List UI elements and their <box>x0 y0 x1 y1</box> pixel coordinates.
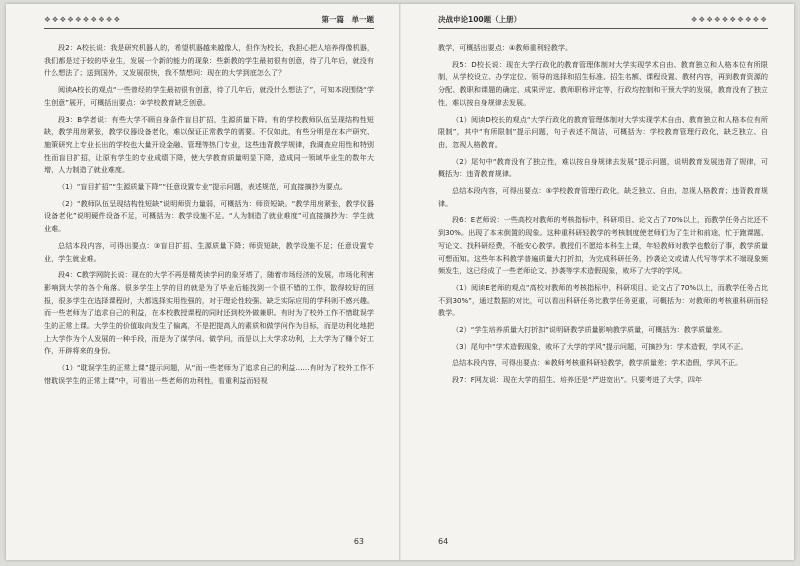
paragraph: （2）“教师队伍呈现结构性短缺”说明师资力量弱，可概括为：师资短缺。“教学用房紧张，教学仪器设备老化”说明硬件设备不足，可概括为：教学设施不足。“人为制造了就业难度”可直接摘抄为：学生就业难。 <box>44 198 374 234</box>
paragraph: （1）阅读E老师的观点“高校对教师的考核指标中，科研项目、论文占了70%以上，而教学任务占比不到30%”，通过数据的对比，可以看出科研任务比教学任务更重，可概括为：对教师的考核重科研而轻教学。 <box>438 282 768 318</box>
paragraph: 段7：F网友说：现在大学的招生、培养还是“严进宽出”。只要考进了大学，四年 <box>452 375 703 385</box>
paragraph: 总结本段内容，可得出要点：⑥教师考核重科研轻教学，教学质量差；学术造假，学风不正。 <box>452 358 743 368</box>
paragraph: （1）“耽误学生的正常上课”提示问题，从“而一些老师为了追求自己的利益……有时为了校外工作不惜耽误学生的正常上课”中，可看出一些老师的功利性，看重利益而轻视 <box>44 363 374 385</box>
paragraph: （3）尾句中“学术造假现象，败坏了大学的学风”提示问题，可摘抄为：学术造假，学风不正。 <box>452 341 748 351</box>
book-spread <box>6 4 794 560</box>
page-number: 63 <box>353 537 364 546</box>
right-page-body <box>438 42 768 391</box>
page-number: 64 <box>438 537 449 546</box>
header-ornament: ❖❖❖❖❖❖❖❖❖❖ <box>690 15 768 24</box>
left-page <box>14 4 394 560</box>
paragraph: 段6：E老师说：一些高校对教师的考核指标中，科研项目、论文占了70%以上，而教学任务占比还不到30%。出现了本末倒置的现象。这种重科研轻教学的考核制度使老师们为了生计和前途，忙于跑课题、写论文、找科研经费，不能安心教学。教授们不愿给本科生上课，年轻教师对教学也敷衍了事，教学质量可想而知。这些年本科教学普遍质量大打折扣，为完成科研任务，抄袭论文或请人代写等学术不端现象频频发生，这已经成了一些老师论文、抄袭等学术造假现象，败坏了大学的学风。 <box>438 215 768 276</box>
paragraph: 阅读A校长的观点“一些曾经的学生最初很有创意，待了几年后，就没什么想法了”，可知本段围绕“学生创意”展开，可概括出要点：②学校教育缺乏创意。 <box>44 85 374 107</box>
paragraph: （1）“盲目扩招”“生源质量下降”“任意设置专业”提示问题，表述规范，可直接摘抄为要点。 <box>58 182 348 192</box>
left-page-body <box>44 42 374 392</box>
paragraph: 教学，可概括出要点：④教师重利轻教学。 <box>438 43 573 52</box>
paragraph: 段2：A校长说：我是研究机器人的，希望机器越来越像人，但作为校长，我担心把人培养得像机器，我们都是过于较的毕业生，发展一个新的能力的现象：些新教的学生最初很有创意，待了几年后，就没有什么想法了；送到国外，又发展很快，我不禁想问：现在的大学到底怎么了？ <box>44 43 374 78</box>
book-gutter <box>399 4 401 560</box>
paragraph: （2）“学生培养质量大打折扣”说明研教学质量影响教学质量，可概括为：教学质量差。 <box>452 325 727 335</box>
paragraph: 段3：B学者说：有些大学不顾自身条件盲目扩招，生源质量下降。有的学校教师队伍呈现结构性短缺，教学用房紧张，教学仪器设备老化，难以保证正常教学的需要。不仅如此，有些分明是在本产研究、施策研究上专业长出的学校也大量开设金融、管理等热门专业，这些违背教学规律，我调查应用性和特别性而盲目扩招，让原有学生的专业成绩下降，使大学教育质量明显下降，造成同一领域毕业生的数年大增，人力制造了就业难度。 <box>44 114 374 175</box>
paragraph: 段4：C教学网院长说：现在的大学不再是精英读学问的象牙塔了，随着市场经济的发展，市场化利害影响到大学的各个角落。很多学生上学的目的就是为了毕业后能找到一个很不错的工作，散得较好的回报，很多学生在选择课程时，大都选择实用性强的，对于理论性较强、缺乏实际应用的学科则不感兴趣。而一些老师为了追求自己的利益，在本校教授课程的同时还到校外做兼职。有时为了校外工作不惜耽误学生的正常上课。大学生的价值取向发生了偏离，不是把提高人的素质和做学问作为目标，而是功利化地把上大学作为个人发展的一种手段，而是为了谋学问、做学问，而是以上大学求功利，上大学为了赚个好工作，开辟将来的身份。 <box>44 270 374 356</box>
right-page-header <box>438 14 768 29</box>
paragraph: 总结本段内容，可得出要点：⑤学校教育管理行政化，缺乏独立、自由，忽视人格教育；违背教育规律。 <box>438 186 768 208</box>
header-ornament: ❖❖❖❖❖❖❖❖❖❖ <box>44 15 122 24</box>
paragraph: 段5：D校长说：现在大学行政化的教育管理体制对大学实现学术自由、教育独立和人格本位有所限制，从学校设立、办学定位、领导的选择和招生标准、招生名额、课程设置、教材内容，再到教育资源的分配、教职和课题的确定、成果评定、教师职称评定等，行政均控制和干预大学的发展，教育没有了独立性，难以按自身规律去发展。 <box>438 59 768 107</box>
right-page <box>408 4 788 560</box>
paragraph: 总结本段内容，可得出要点：③盲目扩招、生源质量下降；师资短缺，教学设施不足；任意设置专业，学生就业难。 <box>44 240 374 263</box>
right-header-title: 决战申论100题（上册） <box>438 15 522 24</box>
paragraph: （2）尾句中“教育没有了独立性，难以按自身规律去发展”提示问题，说明教育发展违背了规律，可概括为：违背教育规律。 <box>438 156 768 179</box>
left-page-header <box>44 14 374 29</box>
left-header-title: 第一篇 单一题 <box>321 15 374 24</box>
paragraph: （1）阅读D校长的观点“大学行政化的教育管理体制对大学实现学术自由、教育独立和人格本位有所限制”，其中“有所限制”提示问题，句子表述不简洁，可概括为：学校教育管理行政化，缺乏独立、自由，忽视人格教育。 <box>438 114 768 149</box>
